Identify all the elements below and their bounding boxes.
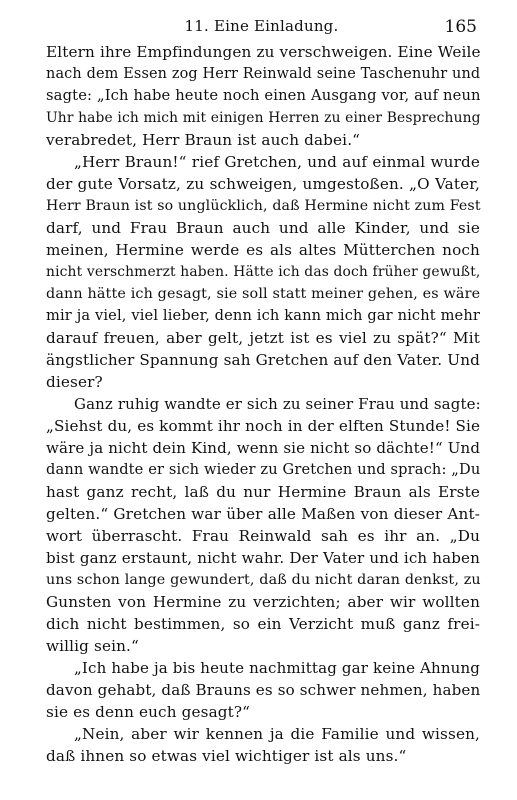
text-line: dieser? [46,373,103,391]
text-line: der gute Vorsatz, zu schweigen, umgestoßen. „O Vater, [46,175,480,193]
text-line: ängstlicher Spannung sah Gretchen auf den Vater. Und [46,351,480,369]
text-line: verabredet, Herr Braun ist auch dabei.“ [46,131,361,149]
text-line: „Ich habe ja bis heute nachmittag gar keine Ahnung [74,659,481,677]
page-header [46,8,477,38]
text-line: Herr Braun ist so unglücklich, daß Hermine nicht zum Fest [46,198,481,214]
text-line: dann wandte er sich wieder zu Gretchen und sprach: „Du [46,461,481,478]
text-line: darauf freuen, aber gelt, jetzt ist es viel zu spät?“ Mit [46,329,480,347]
body-text [46,41,480,767]
text-line: „Nein, aber wir kennen ja die Familie und wissen, [74,725,480,743]
text-line: Gunsten von Hermine zu verzichten; aber wir wollten [46,593,480,611]
text-line: wort überrascht. Frau Reinwald sah es ihr an. „Du [46,527,480,545]
text-line: Uhr habe ich mich mit einigen Herren zu einer Besprechung [46,110,481,126]
text-line: davon gehabt, daß Brauns es so schwer nehmen, haben [46,681,481,699]
text-line: darf, und Frau Braun auch und alle Kinder, und sie [46,219,480,237]
text-line: meinen, Hermine werde es als altes Mütterchen noch [46,241,480,259]
text-line: hast ganz recht, laß du nur Hermine Braun als Erste [46,483,480,501]
text-line: mir ja viel, viel lieber, denn ich kann mich gar nicht mehr [46,307,480,324]
text-line: dann hätte ich gesagt, sie soll statt meiner gehen, es wäre [46,286,481,302]
text-line: „Siehst du, es kommt ihr noch in der elften Stunde! Sie [46,417,481,435]
text-line: dich nicht bestimmen, so ein Verzicht muß ganz frei- [46,615,480,633]
text-line: „Herr Braun!“ rief Gretchen, und auf einmal wurde [74,153,480,171]
text-line: Eltern ihre Empfindungen zu verschweigen. Eine Weile [46,43,481,61]
text-line: bist ganz erstaunt, nicht wahr. Der Vater und ich haben [46,549,480,567]
text-line: sagte: „Ich habe heute noch einen Ausgang vor, auf neun [46,87,481,104]
text-line: Ganz ruhig wandte er sich zu seiner Frau und sagte: [74,395,481,413]
text-line: nach dem Essen zog Herr Reinwald seine Taschenuhr und [46,66,481,82]
text-line: nicht verschmerzt haben. Hätte ich das doch früher gewußt, [46,264,481,280]
text-line: uns schon lange gewundert, daß du nicht daran denkst, zu [46,572,481,588]
text-line: daß ihnen so etwas viel wichtiger ist als uns.“ [46,747,407,765]
chapter-title: 11. Eine Einladung. [184,17,339,35]
text-line: willig sein.“ [46,637,139,655]
text-line: wäre ja nicht dein Kind, wenn sie nicht so dächte!“ Und [46,439,481,457]
page-number: 165 [444,17,477,37]
text-line: sie es denn euch gesagt?“ [46,703,251,721]
text-line: gelten.“ Gretchen war über alle Maßen von dieser Ant- [46,505,480,523]
